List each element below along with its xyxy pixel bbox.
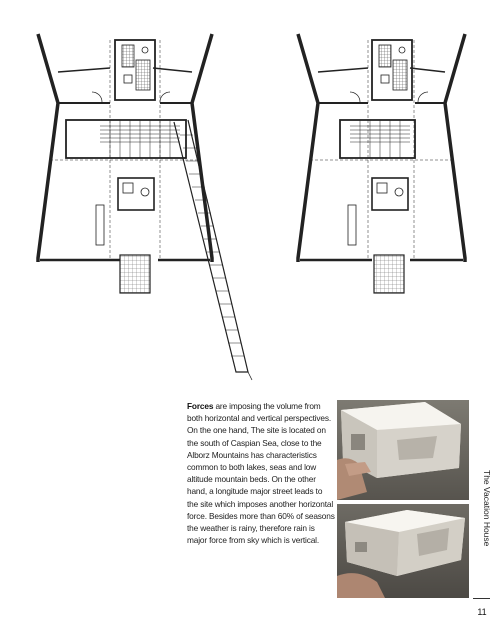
section-title: The Vacation House: [482, 470, 492, 547]
right-floor-plan: [298, 34, 465, 293]
model-photo-bottom: [337, 504, 469, 598]
left-floor-plan: [38, 34, 252, 380]
page-number: 11: [477, 607, 487, 617]
article-paragraph: [187, 400, 335, 546]
lead-word: Forces: [187, 401, 214, 411]
model-photo-top: [337, 400, 469, 500]
article-body: are imposing the volume from both horizontal and vertical perspectives. On the one hand, The site is located on the south of Caspian Sea, close to the Alborz Mountains has characteristics common to both lakes, seas and low altitude mountain beds. On the other hand, a longitude major street leads to the site which imposes another horizontal force. Besides more than 60% of seasons the weather is rainy, therefore rain is major force from sky which is vertical.: [187, 401, 335, 546]
page-number-rule: [473, 598, 490, 599]
